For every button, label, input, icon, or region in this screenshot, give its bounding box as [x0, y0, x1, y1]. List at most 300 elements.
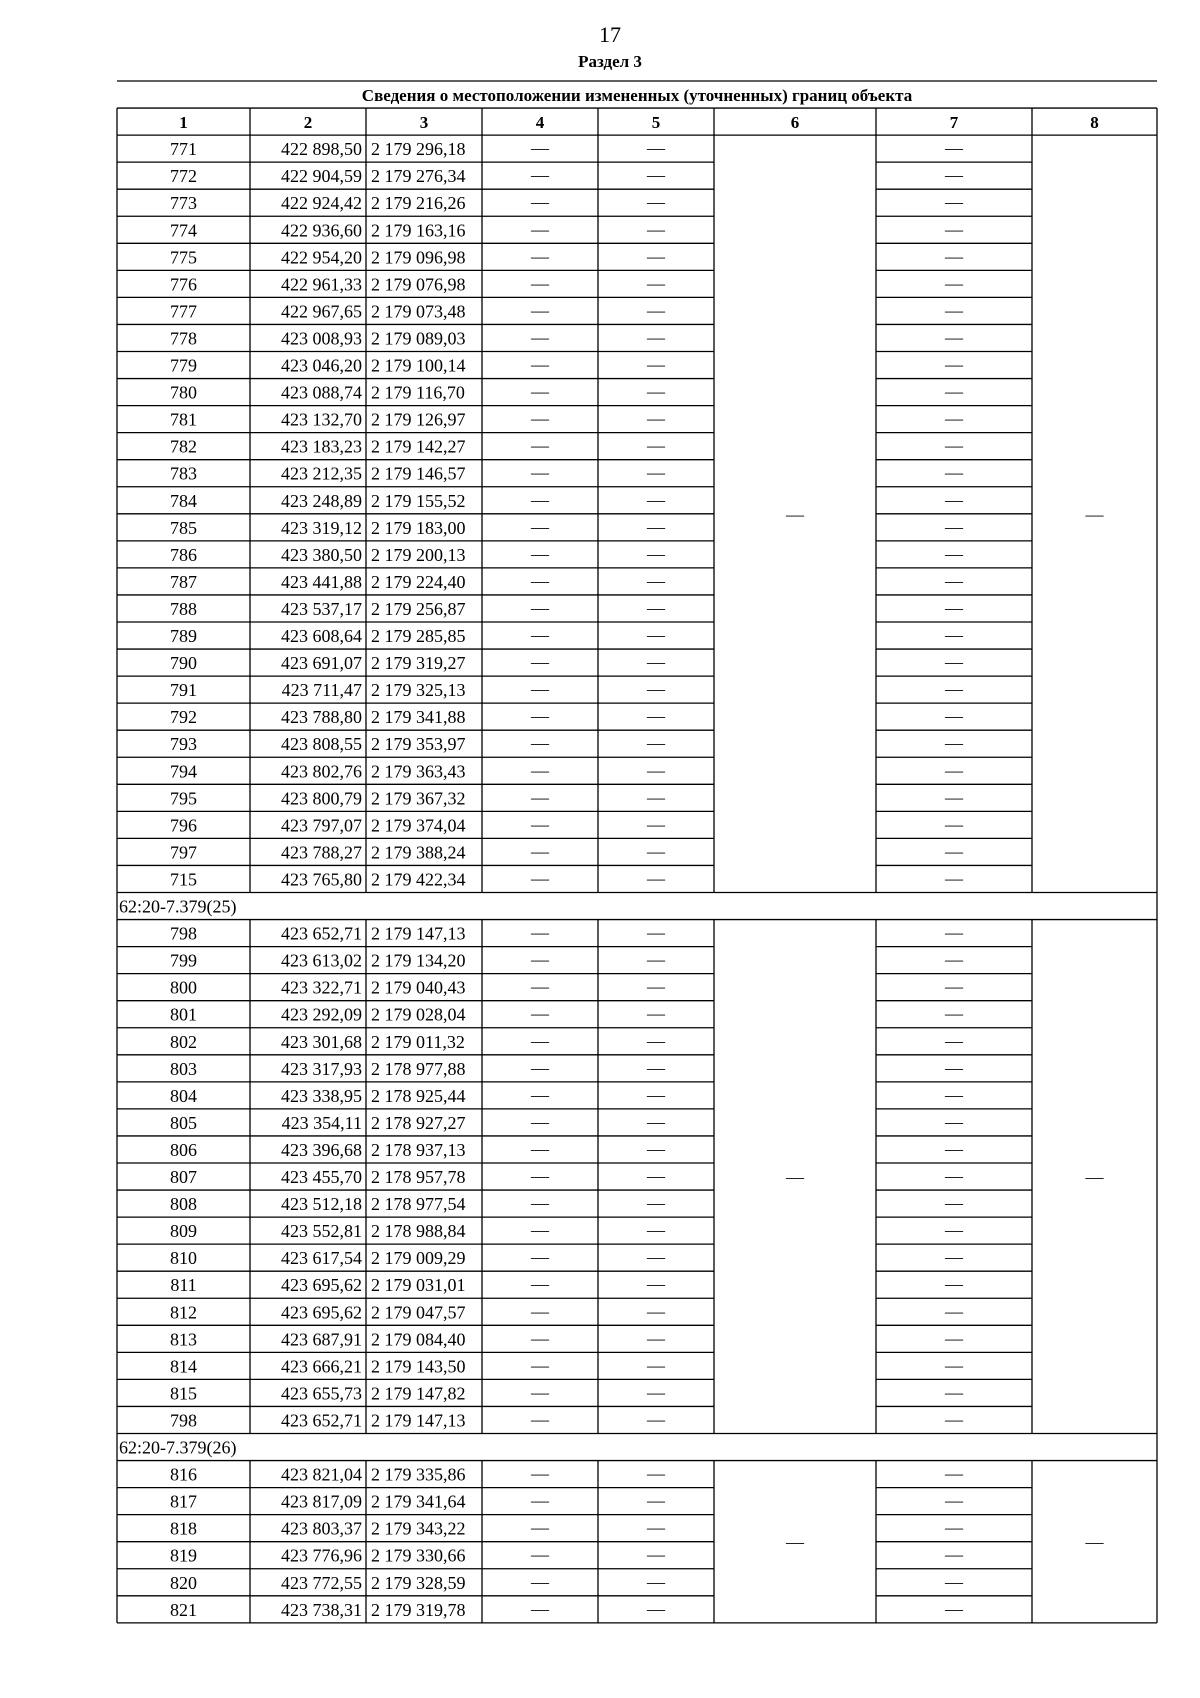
- dash-col4: —: [531, 1409, 549, 1430]
- dash-col7: —: [945, 192, 963, 213]
- dash-col7: —: [945, 1003, 963, 1024]
- coordinate-y: 2 179 155,52: [371, 490, 466, 511]
- coordinate-x: 423 537,17: [281, 598, 362, 619]
- dash-col7: —: [945, 733, 963, 754]
- coordinate-y: 2 179 040,43: [371, 977, 466, 998]
- coordinate-x: 423 711,47: [281, 680, 362, 701]
- dash-col7: —: [945, 1463, 963, 1484]
- point-number: 789: [170, 626, 197, 647]
- coordinate-x: 423 691,07: [281, 653, 362, 674]
- dash-col4: —: [531, 543, 549, 564]
- dash-col7: —: [945, 1193, 963, 1214]
- coordinate-y: 2 179 343,22: [371, 1518, 466, 1539]
- dash-col5: —: [647, 516, 665, 537]
- dash-col7: —: [945, 1409, 963, 1430]
- coordinate-x: 423 046,20: [281, 355, 362, 376]
- point-number: 808: [170, 1194, 197, 1215]
- coordinate-y: 2 179 142,27: [371, 436, 466, 457]
- dash-col7: —: [945, 1111, 963, 1132]
- coordinate-y: 2 178 977,88: [371, 1058, 466, 1079]
- coordinate-x: 423 613,02: [281, 950, 362, 971]
- coordinate-y: 2 179 335,86: [371, 1464, 466, 1485]
- dash-col4: —: [531, 1220, 549, 1241]
- coordinate-y: 2 179 200,13: [371, 544, 466, 565]
- point-number: 820: [170, 1572, 197, 1593]
- dash-col5: —: [647, 354, 665, 375]
- coordinate-y: 2 178 937,13: [371, 1139, 466, 1160]
- point-number: 806: [170, 1139, 197, 1160]
- dash-col4: —: [531, 489, 549, 510]
- coordinate-y: 2 179 011,32: [371, 1031, 465, 1052]
- dash-col5: —: [647, 300, 665, 321]
- point-number: 810: [170, 1248, 197, 1269]
- point-number: 777: [170, 301, 197, 322]
- coordinate-y: 2 179 116,70: [371, 382, 465, 403]
- dash-col8-merged: —: [1085, 1532, 1104, 1553]
- dash-col4: —: [531, 354, 549, 375]
- dash-col4: —: [531, 192, 549, 213]
- coordinate-x: 423 617,54: [281, 1248, 362, 1269]
- point-number: 790: [170, 653, 197, 674]
- coordinate-x: 422 898,50: [281, 139, 362, 160]
- dash-col5: —: [647, 1544, 665, 1565]
- coordinate-x: 423 765,80: [281, 869, 362, 890]
- page-number: 17: [599, 22, 621, 47]
- dash-col5: —: [647, 1517, 665, 1538]
- dash-col4: —: [531, 1111, 549, 1132]
- dash-col7: —: [945, 1220, 963, 1241]
- coordinate-x: 423 317,93: [281, 1058, 362, 1079]
- dash-col4: —: [531, 273, 549, 294]
- dash-col7: —: [945, 1490, 963, 1511]
- dash-col5: —: [647, 1220, 665, 1241]
- dash-col4: —: [531, 1382, 549, 1403]
- coordinate-x: 423 319,12: [281, 517, 362, 538]
- dash-col7: —: [945, 354, 963, 375]
- coordinate-x: 423 212,35: [281, 463, 362, 484]
- point-number: 815: [170, 1383, 197, 1404]
- coordinate-x: 423 354,11: [281, 1112, 362, 1133]
- coordinate-x: 423 695,62: [281, 1275, 362, 1296]
- coordinate-x: 423 738,31: [281, 1599, 362, 1620]
- point-number: 791: [170, 680, 197, 701]
- dash-col4: —: [531, 706, 549, 727]
- point-number: 818: [170, 1518, 197, 1539]
- dash-col5: —: [647, 760, 665, 781]
- dash-col4: —: [531, 1598, 549, 1619]
- dash-col5: —: [647, 543, 665, 564]
- dash-col5: —: [647, 1247, 665, 1268]
- coordinate-y: 2 179 328,59: [371, 1572, 466, 1593]
- dash-col6-merged: —: [786, 1532, 804, 1553]
- dash-col5: —: [647, 976, 665, 997]
- dash-col5: —: [647, 1138, 665, 1159]
- point-number: 793: [170, 734, 197, 755]
- dash-col5: —: [647, 814, 665, 835]
- dash-col5: —: [647, 1355, 665, 1376]
- point-number: 803: [170, 1058, 197, 1079]
- dash-col5: —: [647, 1057, 665, 1078]
- coordinate-y: 2 179 422,34: [371, 869, 466, 890]
- dash-col4: —: [531, 868, 549, 889]
- dash-col7: —: [945, 1030, 963, 1051]
- point-number: 798: [170, 1410, 197, 1431]
- coordinate-x: 423 088,74: [281, 382, 362, 403]
- point-number: 780: [170, 382, 197, 403]
- coordinate-x: 423 380,50: [281, 544, 362, 565]
- dash-col4: —: [531, 219, 549, 240]
- point-number: 794: [170, 761, 197, 782]
- coordinate-y: 2 179 096,98: [371, 247, 466, 268]
- point-number: 787: [170, 571, 197, 592]
- column-header: 4: [535, 113, 545, 133]
- coordinate-y: 2 179 073,48: [371, 301, 466, 322]
- dash-col7: —: [945, 246, 963, 267]
- coordinate-y: 2 179 028,04: [371, 1004, 466, 1025]
- coordinate-y: 2 178 957,78: [371, 1167, 466, 1188]
- dash-col7: —: [945, 435, 963, 456]
- coordinate-x: 423 322,71: [281, 977, 362, 998]
- dash-col5: —: [647, 192, 665, 213]
- dash-col4: —: [531, 787, 549, 808]
- dash-col4: —: [531, 327, 549, 348]
- coordinate-x: 423 552,81: [281, 1221, 362, 1242]
- dash-col5: —: [647, 733, 665, 754]
- coordinate-y: 2 179 089,03: [371, 328, 466, 349]
- dash-col7: —: [945, 1084, 963, 1105]
- dash-col4: —: [531, 138, 549, 159]
- coordinate-x: 423 655,73: [281, 1383, 362, 1404]
- dash-col7: —: [945, 138, 963, 159]
- table-caption: Сведения о местоположении измененных (уточненных) границ объекта: [361, 86, 913, 106]
- dash-col7: —: [945, 1166, 963, 1187]
- dash-col5: —: [647, 435, 665, 456]
- coordinate-y: 2 179 009,29: [371, 1248, 466, 1269]
- coordinate-x: 422 961,33: [281, 274, 362, 295]
- coordinate-y: 2 179 256,87: [371, 598, 466, 619]
- point-number: 788: [170, 598, 197, 619]
- dash-col4: —: [531, 246, 549, 267]
- coordinate-x: 423 772,55: [281, 1572, 362, 1593]
- section-title: Раздел 3: [578, 52, 642, 71]
- dash-col4: —: [531, 435, 549, 456]
- point-number: 715: [170, 869, 197, 890]
- column-header: 8: [1090, 113, 1099, 133]
- dash-col4: —: [531, 841, 549, 862]
- coordinate-x: 423 776,96: [281, 1545, 362, 1566]
- dash-col6-merged: —: [786, 1167, 804, 1188]
- dash-col5: —: [647, 625, 665, 646]
- block-label: 62:20-7.379(25): [119, 896, 237, 917]
- dash-col5: —: [647, 1571, 665, 1592]
- dash-col4: —: [531, 1247, 549, 1268]
- dash-col5: —: [647, 922, 665, 943]
- coordinate-x: 423 800,79: [281, 788, 362, 809]
- point-number: 811: [170, 1275, 197, 1296]
- dash-col4: —: [531, 597, 549, 618]
- dash-col5: —: [647, 679, 665, 700]
- coordinate-x: 423 512,18: [281, 1194, 362, 1215]
- coordinate-y: 2 179 143,50: [371, 1356, 466, 1377]
- dash-col5: —: [647, 489, 665, 510]
- dash-col5: —: [647, 1463, 665, 1484]
- dash-col4: —: [531, 165, 549, 186]
- point-number: 798: [170, 923, 197, 944]
- dash-col4: —: [531, 1274, 549, 1295]
- point-number: 816: [170, 1464, 197, 1485]
- dash-col5: —: [647, 652, 665, 673]
- coordinate-x: 423 248,89: [281, 490, 362, 511]
- coordinate-y: 2 179 276,34: [371, 166, 466, 187]
- coordinate-x: 422 967,65: [281, 301, 362, 322]
- coordinate-y: 2 179 325,13: [371, 680, 466, 701]
- dash-col7: —: [945, 949, 963, 970]
- dash-col7: —: [945, 381, 963, 402]
- dash-col7: —: [945, 625, 963, 646]
- dash-col4: —: [531, 1003, 549, 1024]
- coordinate-x: 423 797,07: [281, 815, 362, 836]
- point-number: 779: [170, 355, 197, 376]
- column-header: 1: [179, 113, 188, 133]
- dash-col7: —: [945, 1138, 963, 1159]
- dash-col7: —: [945, 408, 963, 429]
- dash-col8-merged: —: [1085, 1167, 1104, 1188]
- dash-col7: —: [945, 462, 963, 483]
- coordinate-y: 2 179 047,57: [371, 1302, 466, 1323]
- dash-col4: —: [531, 625, 549, 646]
- dash-col4: —: [531, 1517, 549, 1538]
- dash-col4: —: [531, 516, 549, 537]
- point-number: 796: [170, 815, 197, 836]
- point-number: 783: [170, 463, 197, 484]
- coordinate-x: 423 652,71: [281, 923, 362, 944]
- coordinate-x: 422 936,60: [281, 220, 362, 241]
- coordinate-x: 423 292,09: [281, 1004, 362, 1025]
- point-number: 773: [170, 193, 197, 214]
- coordinate-y: 2 179 285,85: [371, 626, 466, 647]
- dash-col4: —: [531, 1544, 549, 1565]
- dash-col4: —: [531, 1084, 549, 1105]
- dash-col8-merged: —: [1085, 504, 1104, 525]
- coordinate-x: 423 608,64: [281, 626, 362, 647]
- coordinate-x: 422 924,42: [281, 193, 362, 214]
- coordinate-x: 423 788,27: [281, 842, 362, 863]
- coordinate-y: 2 179 388,24: [371, 842, 466, 863]
- dash-col7: —: [945, 1517, 963, 1538]
- dash-col7: —: [945, 787, 963, 808]
- dash-col4: —: [531, 1571, 549, 1592]
- coordinate-x: 423 666,21: [281, 1356, 362, 1377]
- dash-col7: —: [945, 543, 963, 564]
- dash-col6-merged: —: [786, 504, 804, 525]
- dash-col4: —: [531, 733, 549, 754]
- dash-col7: —: [945, 1598, 963, 1619]
- dash-col7: —: [945, 1544, 963, 1565]
- point-number: 778: [170, 328, 197, 349]
- column-header: 3: [419, 113, 429, 133]
- coordinate-y: 2 178 988,84: [371, 1221, 466, 1242]
- dash-col7: —: [945, 814, 963, 835]
- dash-col4: —: [531, 408, 549, 429]
- dash-col7: —: [945, 516, 963, 537]
- dash-col7: —: [945, 327, 963, 348]
- dash-col4: —: [531, 760, 549, 781]
- coordinate-y: 2 179 363,43: [371, 761, 466, 782]
- dash-col4: —: [531, 1463, 549, 1484]
- point-number: 802: [170, 1031, 197, 1052]
- dash-col5: —: [647, 165, 665, 186]
- dash-col4: —: [531, 1030, 549, 1051]
- coordinate-x: 423 803,37: [281, 1518, 362, 1539]
- coordinate-y: 2 179 224,40: [371, 571, 466, 592]
- dash-col5: —: [647, 138, 665, 159]
- point-number: 784: [170, 490, 197, 511]
- dash-col7: —: [945, 652, 963, 673]
- dash-col5: —: [647, 1598, 665, 1619]
- point-number: 774: [170, 220, 197, 241]
- point-number: 781: [170, 409, 197, 430]
- dash-col5: —: [647, 462, 665, 483]
- dash-col5: —: [647, 1193, 665, 1214]
- column-header: 6: [790, 113, 800, 133]
- dash-col7: —: [945, 489, 963, 510]
- dash-col5: —: [647, 273, 665, 294]
- dash-col4: —: [531, 814, 549, 835]
- column-header: 5: [651, 113, 661, 133]
- point-number: 792: [170, 707, 197, 728]
- coordinate-x: 423 132,70: [281, 409, 362, 430]
- point-number: 807: [170, 1167, 197, 1188]
- coordinate-y: 2 178 925,44: [371, 1085, 466, 1106]
- column-header: 7: [949, 113, 959, 133]
- point-number: 799: [170, 950, 197, 971]
- coordinate-y: 2 179 216,26: [371, 193, 466, 214]
- coordinate-x: 423 455,70: [281, 1167, 362, 1188]
- coordinate-y: 2 179 100,14: [371, 355, 466, 376]
- dash-col4: —: [531, 1301, 549, 1322]
- point-number: 812: [170, 1302, 197, 1323]
- coordinate-x: 422 904,59: [281, 166, 362, 187]
- dash-col5: —: [647, 1274, 665, 1295]
- dash-col5: —: [647, 1490, 665, 1511]
- dash-col7: —: [945, 273, 963, 294]
- dash-col5: —: [647, 949, 665, 970]
- dash-col5: —: [647, 841, 665, 862]
- coordinate-x: 423 008,93: [281, 328, 362, 349]
- point-number: 776: [170, 274, 197, 295]
- dash-col5: —: [647, 1166, 665, 1187]
- dash-col5: —: [647, 219, 665, 240]
- dash-col4: —: [531, 679, 549, 700]
- coordinate-y: 2 179 084,40: [371, 1329, 466, 1350]
- coordinate-y: 2 179 183,00: [371, 517, 466, 538]
- point-number: 772: [170, 166, 197, 187]
- dash-col5: —: [647, 381, 665, 402]
- column-header: 2: [303, 113, 313, 133]
- coordinate-x: 423 183,23: [281, 436, 362, 457]
- dash-col7: —: [945, 597, 963, 618]
- dash-col7: —: [945, 841, 963, 862]
- dash-col5: —: [647, 1301, 665, 1322]
- point-number: 775: [170, 247, 197, 268]
- dash-col5: —: [647, 787, 665, 808]
- dash-col5: —: [647, 570, 665, 591]
- coordinate-y: 2 179 374,04: [371, 815, 466, 836]
- coordinate-y: 2 179 341,64: [371, 1491, 466, 1512]
- coordinate-y: 2 179 341,88: [371, 707, 466, 728]
- dash-col7: —: [945, 1355, 963, 1376]
- coordinate-y: 2 179 076,98: [371, 274, 466, 295]
- dash-col5: —: [647, 1084, 665, 1105]
- coordinate-y: 2 179 031,01: [371, 1275, 466, 1296]
- dash-col7: —: [945, 570, 963, 591]
- coordinate-y: 2 179 147,13: [371, 1410, 466, 1431]
- dash-col4: —: [531, 652, 549, 673]
- point-number: 805: [170, 1112, 197, 1133]
- point-number: 814: [170, 1356, 197, 1377]
- dash-col5: —: [647, 597, 665, 618]
- dash-col7: —: [945, 1247, 963, 1268]
- dash-col4: —: [531, 300, 549, 321]
- coordinate-x: 422 954,20: [281, 247, 362, 268]
- dash-col4: —: [531, 976, 549, 997]
- dash-col4: —: [531, 949, 549, 970]
- dash-col7: —: [945, 1057, 963, 1078]
- dash-col5: —: [647, 1111, 665, 1132]
- point-number: 771: [170, 139, 197, 160]
- dash-col4: —: [531, 462, 549, 483]
- dash-col7: —: [945, 922, 963, 943]
- dash-col5: —: [647, 327, 665, 348]
- point-number: 800: [170, 977, 197, 998]
- boundary-coordinates-table: [117, 81, 1157, 1623]
- dash-col4: —: [531, 1355, 549, 1376]
- point-number: 797: [170, 842, 197, 863]
- dash-col5: —: [647, 1003, 665, 1024]
- coordinate-y: 2 179 319,78: [371, 1599, 466, 1620]
- point-number: 782: [170, 436, 197, 457]
- coordinate-y: 2 179 146,57: [371, 463, 466, 484]
- coordinate-x: 423 802,76: [281, 761, 362, 782]
- point-number: 821: [170, 1599, 197, 1620]
- coordinate-y: 2 179 296,18: [371, 139, 466, 160]
- dash-col4: —: [531, 1166, 549, 1187]
- point-number: 795: [170, 788, 197, 809]
- point-number: 819: [170, 1545, 197, 1566]
- coordinate-x: 423 695,62: [281, 1302, 362, 1323]
- coordinate-y: 2 178 977,54: [371, 1194, 466, 1215]
- dash-col4: —: [531, 381, 549, 402]
- coordinate-y: 2 179 134,20: [371, 950, 466, 971]
- dash-col7: —: [945, 1274, 963, 1295]
- dash-col5: —: [647, 1328, 665, 1349]
- dash-col5: —: [647, 1409, 665, 1430]
- dash-col7: —: [945, 760, 963, 781]
- dash-col5: —: [647, 408, 665, 429]
- point-number: 801: [170, 1004, 197, 1025]
- point-number: 817: [170, 1491, 197, 1512]
- dash-col4: —: [531, 1328, 549, 1349]
- dash-col7: —: [945, 1571, 963, 1592]
- dash-col5: —: [647, 868, 665, 889]
- coordinate-x: 423 396,68: [281, 1139, 362, 1160]
- coordinate-y: 2 179 147,13: [371, 923, 466, 944]
- coordinate-x: 423 652,71: [281, 1410, 362, 1431]
- coordinate-y: 2 179 367,32: [371, 788, 466, 809]
- coordinate-y: 2 179 330,66: [371, 1545, 466, 1566]
- dash-col4: —: [531, 1057, 549, 1078]
- dash-col7: —: [945, 976, 963, 997]
